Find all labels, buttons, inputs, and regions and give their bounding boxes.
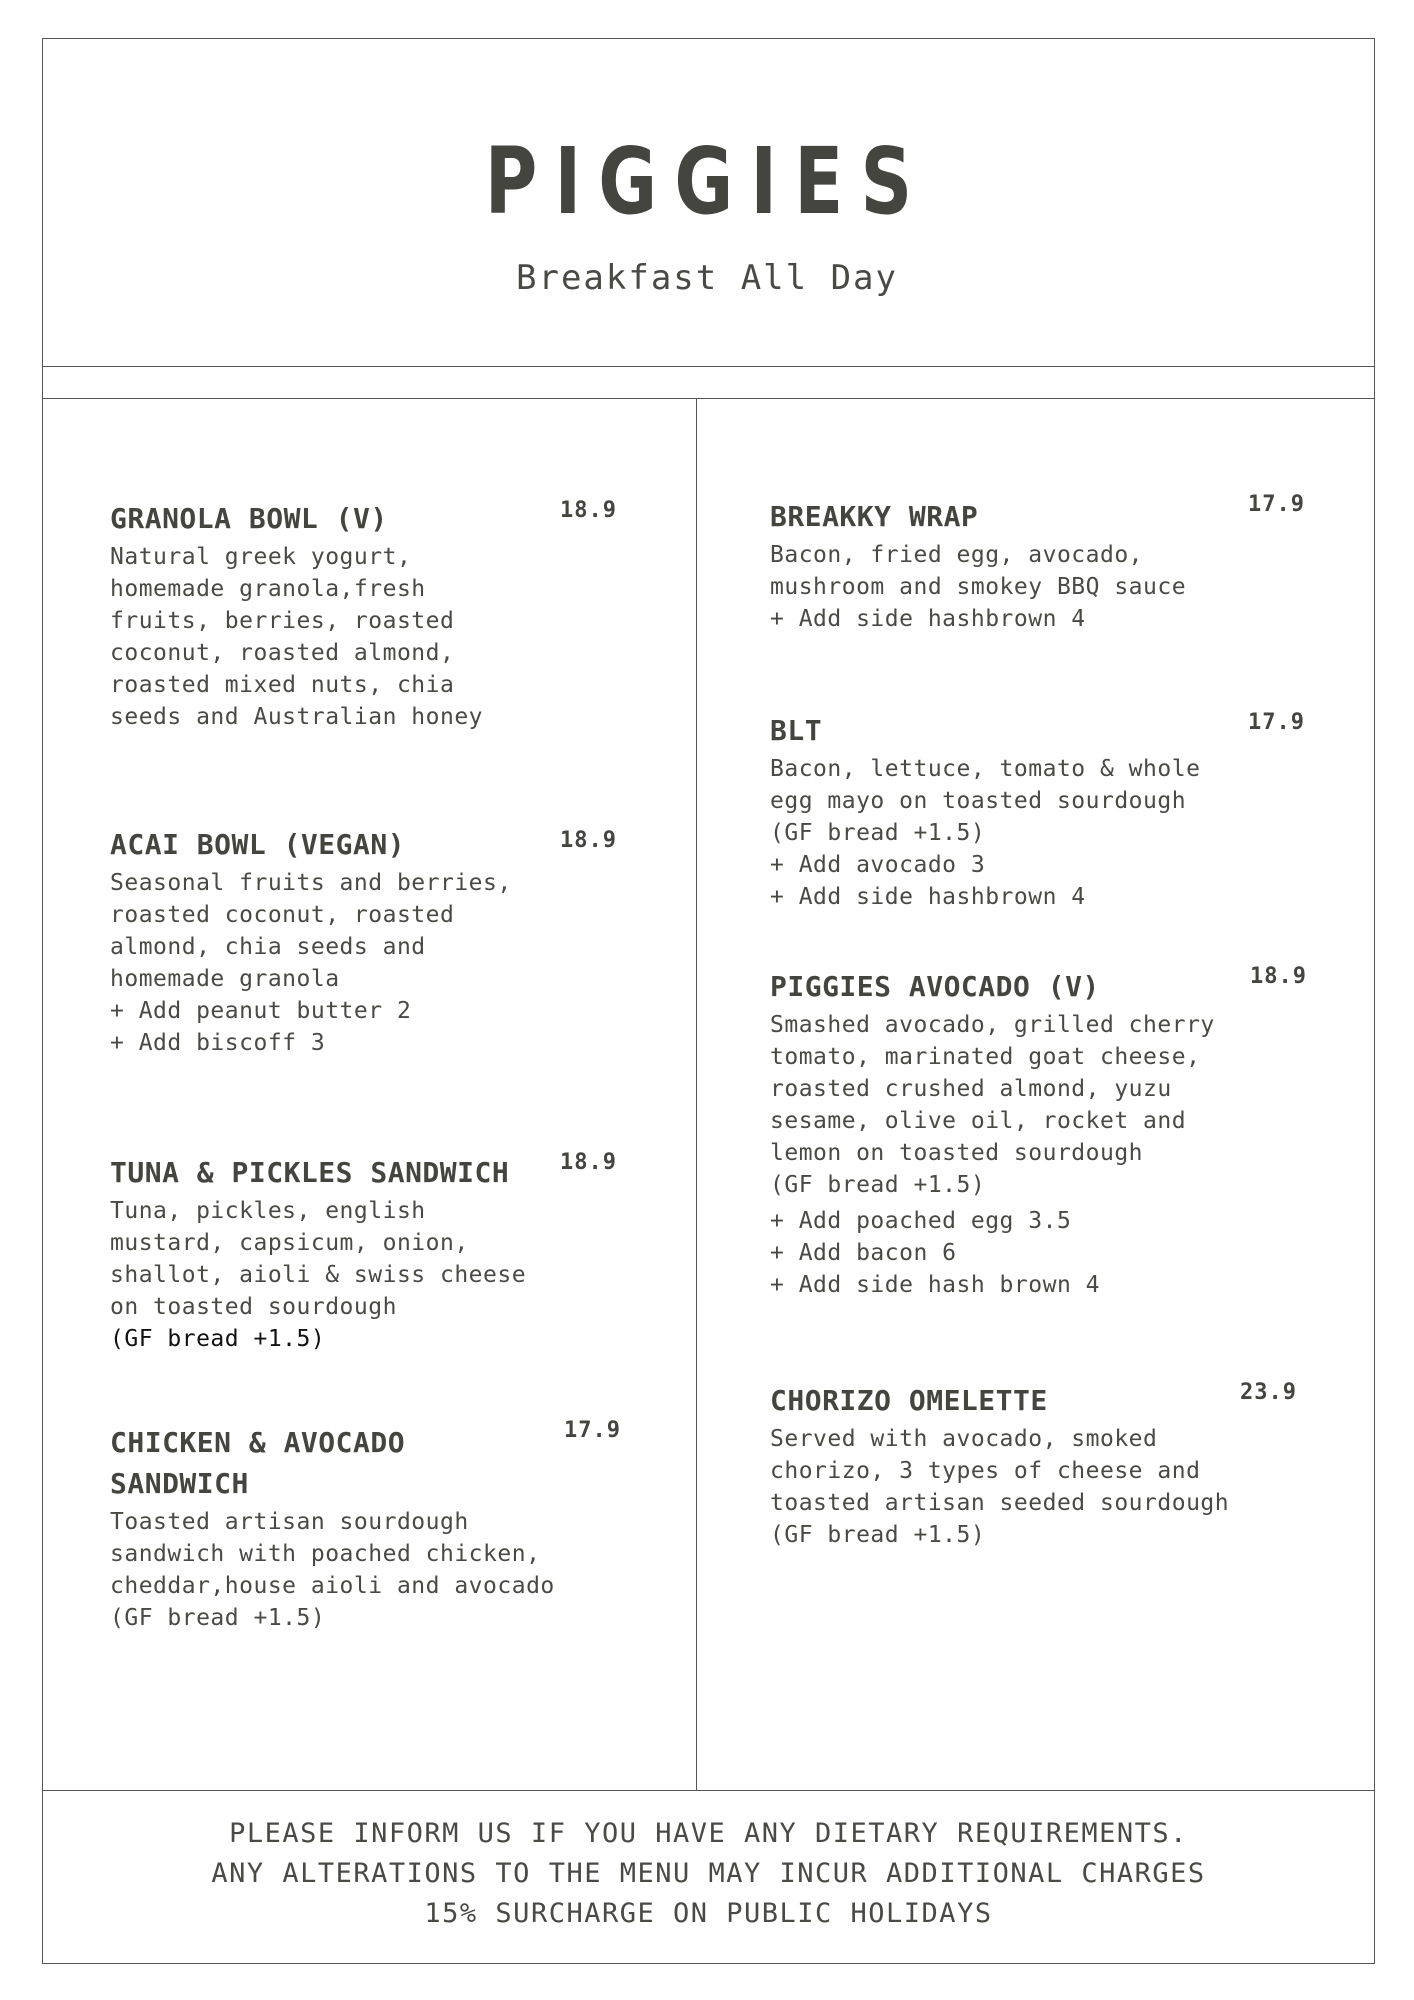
- item-price: 17.9: [1248, 492, 1305, 517]
- header-divider-top: [42, 366, 1375, 367]
- footer-surcharge-notice: 15% SURCHARGE ON PUBLIC HOLIDAYS: [424, 1898, 993, 1929]
- item-name: BREAKKY WRAP: [770, 500, 979, 533]
- item-description: Natural greek yogurt, homemade granola,fresh fruits, berries, roasted coconut, roasted almond, roasted mixed nuts, chia seeds and Australian honey: [110, 544, 484, 730]
- menu-item-acai-bowl: [110, 824, 630, 1059]
- item-name: CHICKEN & AVOCADO SANDWICH: [110, 1426, 406, 1500]
- menu-subtitle: Breakfast All Day: [516, 258, 898, 298]
- column-divider: [696, 398, 697, 1790]
- item-description: Toasted artisan sourdough sandwich with poached chicken, cheddar,house aioli and avocado (GF bread +1.5): [110, 1509, 555, 1631]
- item-price: 17.9: [564, 1418, 621, 1443]
- restaurant-name: PIGGIES: [484, 128, 930, 235]
- item-name: CHORIZO OMELETTE: [770, 1384, 1048, 1417]
- footer-divider: [42, 1790, 1375, 1791]
- footer-alterations-notice: ANY ALTERATIONS TO THE MENU MAY INCUR ADDITIONAL CHARGES: [211, 1858, 1206, 1889]
- header-divider-bottom: [42, 398, 1375, 399]
- item-price: 23.9: [1240, 1380, 1297, 1405]
- item-price: 17.9: [1248, 710, 1305, 735]
- menu-item-chorizo-omelette: [770, 1380, 1330, 1551]
- item-name: PIGGIES AVOCADO (V): [770, 970, 1100, 1003]
- footer-notice: [42, 1814, 1375, 1934]
- item-description: Served with avocado, smoked chorizo, 3 types of cheese and toasted artisan seeded sourdough (GF bread +1.5): [770, 1426, 1230, 1548]
- item-price: 18.9: [560, 828, 617, 853]
- item-price: 18.9: [560, 498, 617, 523]
- footer-dietary-notice: PLEASE INFORM US IF YOU HAVE ANY DIETARY REQUIREMENTS.: [229, 1818, 1188, 1849]
- item-description: Tuna, pickles, english mustard, capsicum, onion, shallot, aioli & swiss cheese on toasted sourdough (GF bread +1.5): [110, 1198, 527, 1352]
- item-price: 18.9: [560, 1150, 617, 1175]
- item-name: BLT: [770, 714, 823, 747]
- menu-item-tuna-pickles-sandwich: [110, 1152, 630, 1355]
- item-description: Smashed avocado, grilled cherry tomato, marinated goat cheese, roasted crushed almond, yuzu sesame, olive oil, rocket and lemon on toasted sourdough (GF bread +1.5) + Add poached egg 3.5 + Add bacon 6 + Add side hash brown 4: [770, 1012, 1215, 1298]
- menu-item-blt: [770, 710, 1330, 913]
- item-price: 18.9: [1250, 964, 1307, 989]
- item-name: TUNA & PICKLES SANDWICH: [110, 1156, 510, 1189]
- item-description: Bacon, lettuce, tomato & whole egg mayo on toasted sourdough (GF bread +1.5) + Add avocado 3 + Add side hashbrown 4: [770, 756, 1201, 910]
- item-name: GRANOLA BOWL (V): [110, 502, 388, 535]
- menu-item-chicken-avocado-sandwich: [110, 1418, 630, 1634]
- item-name: ACAI BOWL (VEGAN): [110, 828, 406, 861]
- menu-item-breakky-wrap: [770, 492, 1330, 635]
- item-description: Seasonal fruits and berries, roasted coconut, roasted almond, chia seeds and homemade granola + Add peanut butter 2 + Add biscoff 3: [110, 870, 512, 1056]
- menu-item-granola-bowl: [110, 498, 630, 733]
- menu-item-piggies-avocado: [770, 966, 1330, 1301]
- item-description: Bacon, fried egg, avocado, mushroom and smokey BBQ sauce + Add side hashbrown 4: [770, 542, 1187, 632]
